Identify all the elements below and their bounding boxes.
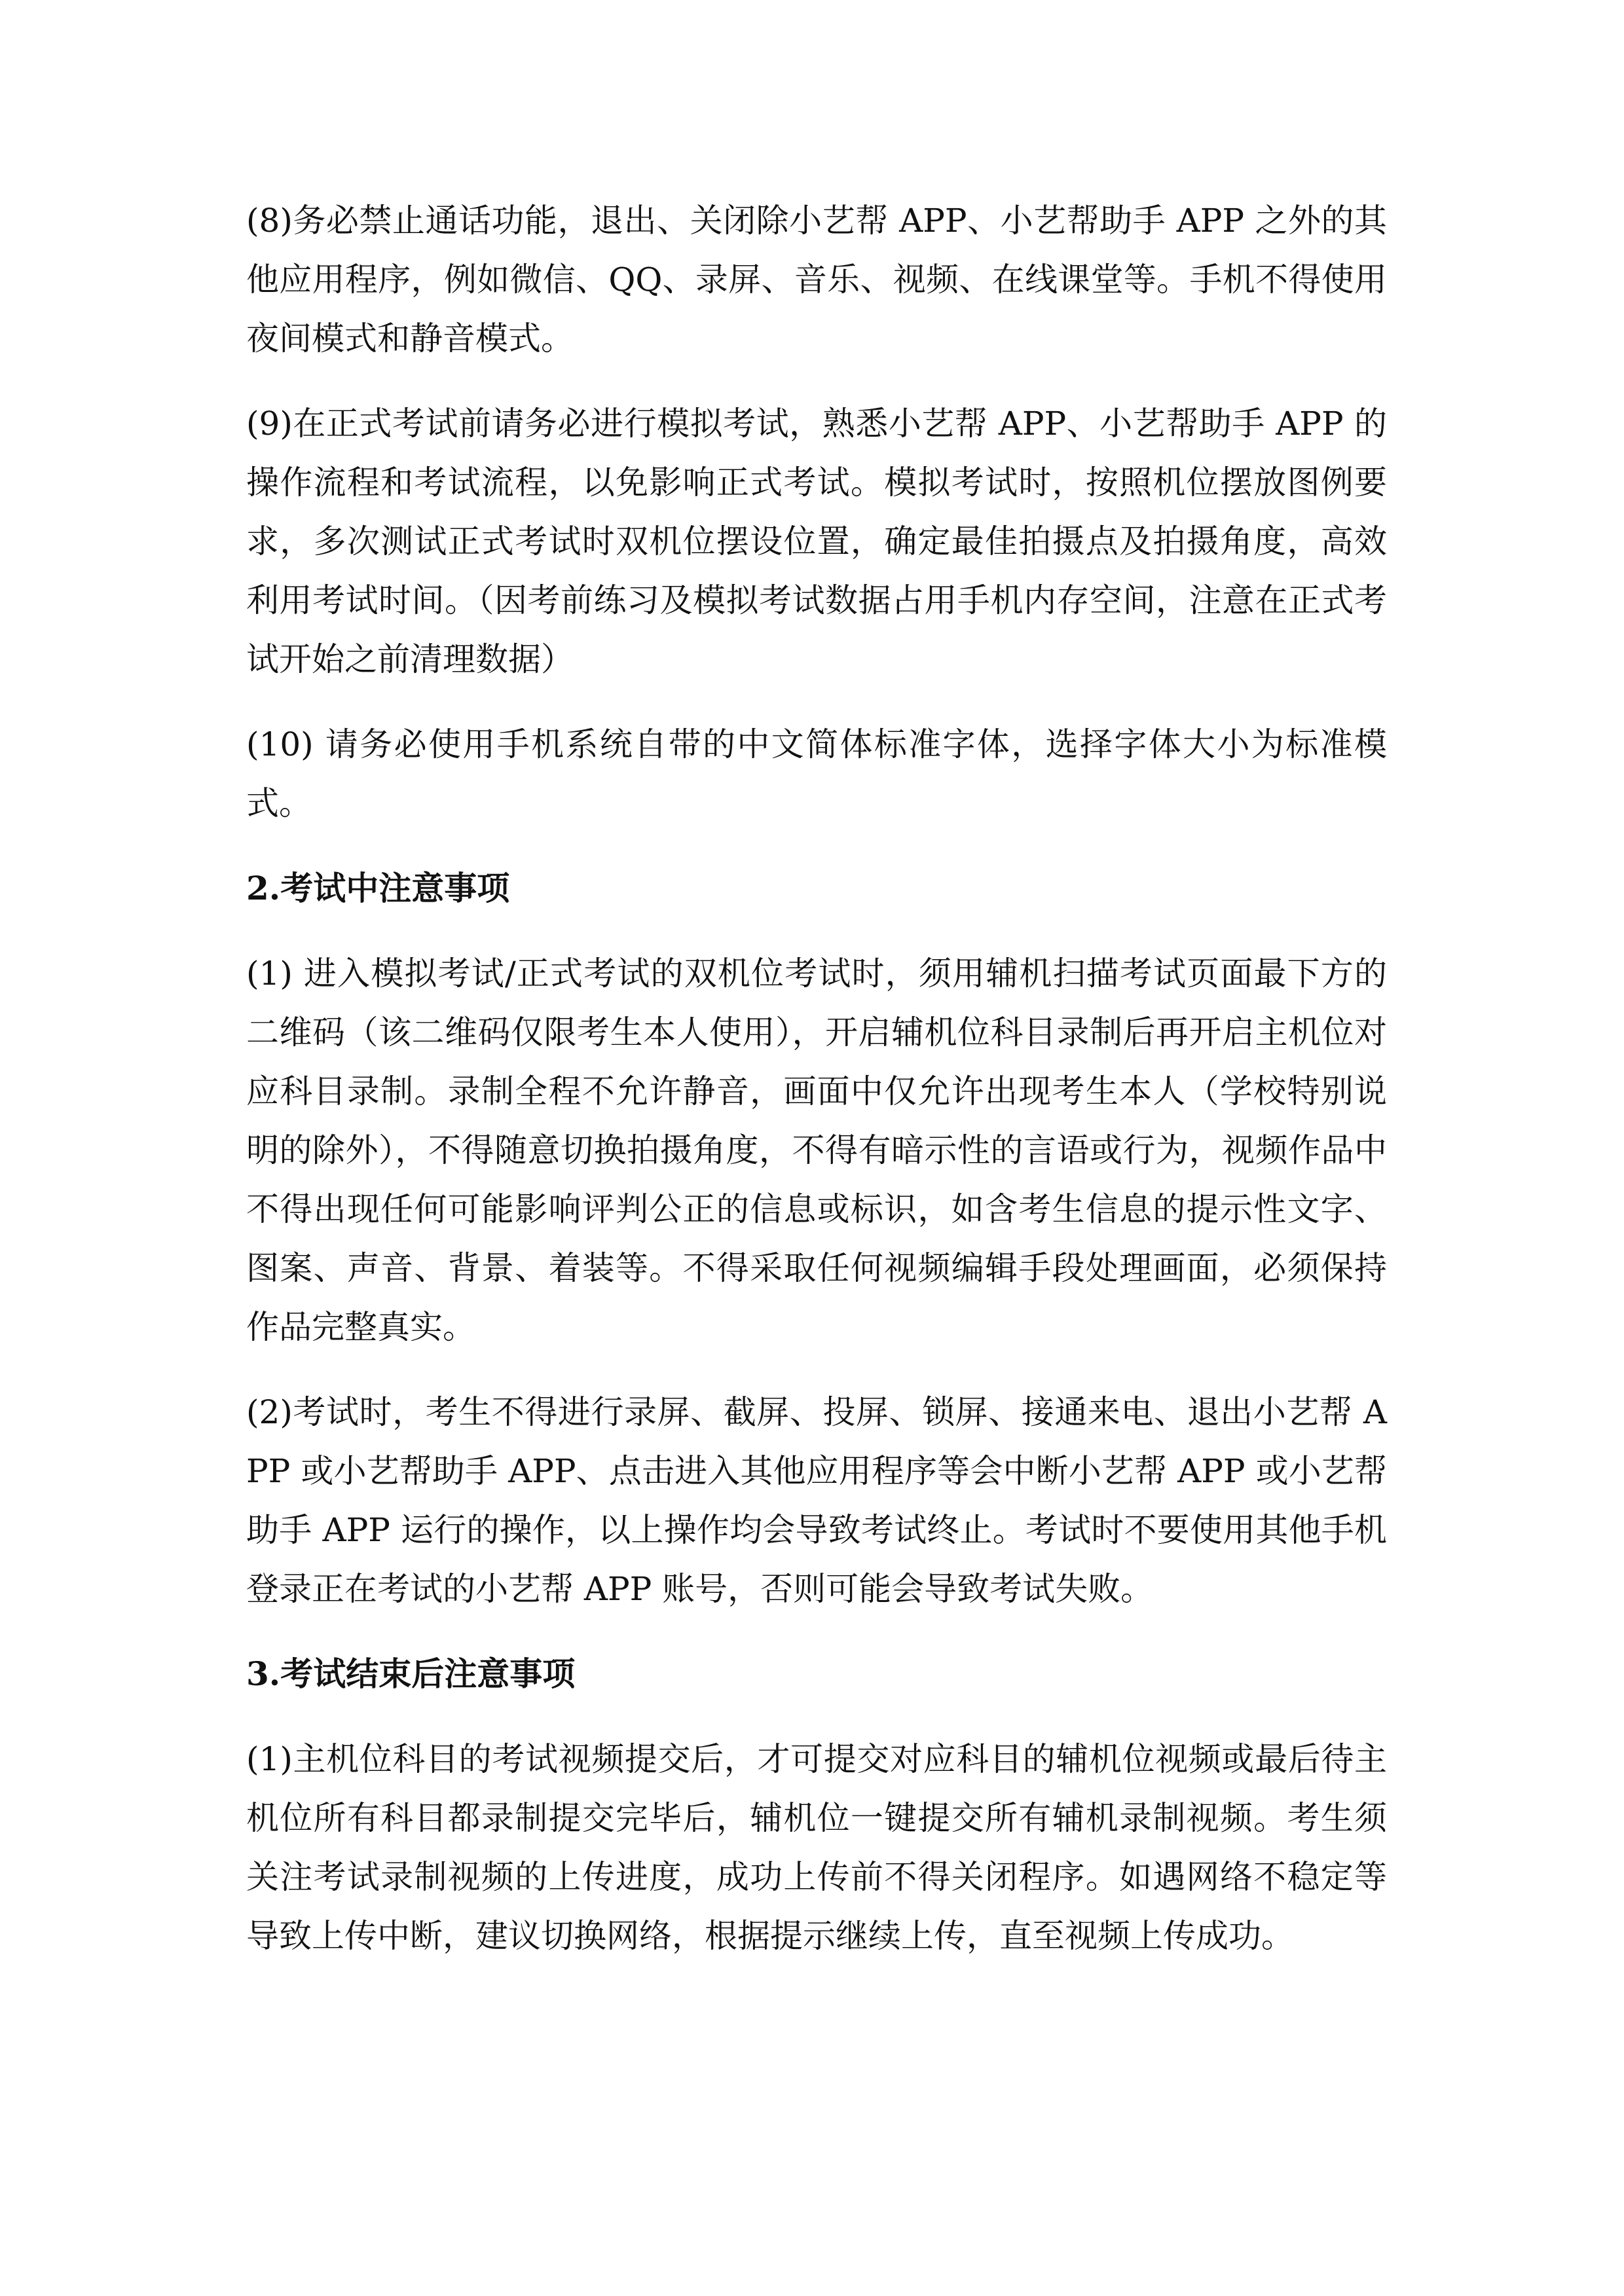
item-9-paragraph: (9)在正式考试前请务必进行模拟考试，熟悉小艺帮 APP、小艺帮助手 APP 的操作流程和考试流程，以免影响正式考试。模拟考试时，按照机位摆放图例要求，多次测试正式考试时双机位摆设位置，确定最佳拍摄点及拍摄角度，高效利用考试时间。（因考前练习及模拟考试数据占用手机内存空间，注意在正式考试开始之前清理数据） — [246, 405, 1387, 678]
item-10-paragraph: (10) 请务必使用手机系统自带的中文简体标准字体，选择字体大小为标准模式。 — [246, 725, 1387, 822]
section-2-item-2-paragraph: (2)考试时，考生不得进行录屏、截屏、投屏、锁屏、接通来电、退出小艺帮 APP 或小艺帮助手 APP、点击进入其他应用程序等会中断小艺帮 APP 或小艺帮助手 APP 运行的操作，以上操作均会导致考试终止。考试时不要使用其他手机登录正在考试的小艺帮 APP 账号，否则可能会导致考试失败。 — [246, 1393, 1387, 1608]
item-8-paragraph: (8)务必禁止通话功能，退出、关闭除小艺帮 APP、小艺帮助手 APP 之外的其他应用程序，例如微信、QQ、录屏、音乐、视频、在线课堂等。手机不得使用夜间模式和静音模式。 — [246, 202, 1387, 357]
section-3-heading: 3.考试结束后注意事项 — [246, 1654, 576, 1693]
section-2-item-1-paragraph: (1) 进入模拟考试/正式考试的双机位考试时，须用辅机扫描考试页面最下方的二维码（该二维码仅限考生本人使用），开启辅机位科目录制后再开启主机位对应科目录制。录制全程不允许静音，画面中仅允许出现考生本人（学校特别说明的除外），不得随意切换拍摄角度，不得有暗示性的言语或行为，视频作品中不得出现任何可能影响评判公正的信息或标识，如含考生信息的提示性文字、图案、声音、背景、着装等。不得采取任何视频编辑手段处理画面，必须保持作品完整真实。 — [246, 955, 1387, 1346]
document-body — [246, 191, 1387, 1992]
section-3-item-1-paragraph: (1)主机位科目的考试视频提交后，才可提交对应科目的辅机位视频或最后待主机位所有科目都录制提交完毕后，辅机位一键提交所有辅机录制视频。考生须关注考试录制视频的上传进度，成功上传前不得关闭程序。如遇网络不稳定等导致上传中断，建议切换网络，根据提示继续上传，直至视频上传成功。 — [246, 1740, 1387, 1955]
section-2-heading: 2.考试中注意事项 — [246, 869, 510, 907]
